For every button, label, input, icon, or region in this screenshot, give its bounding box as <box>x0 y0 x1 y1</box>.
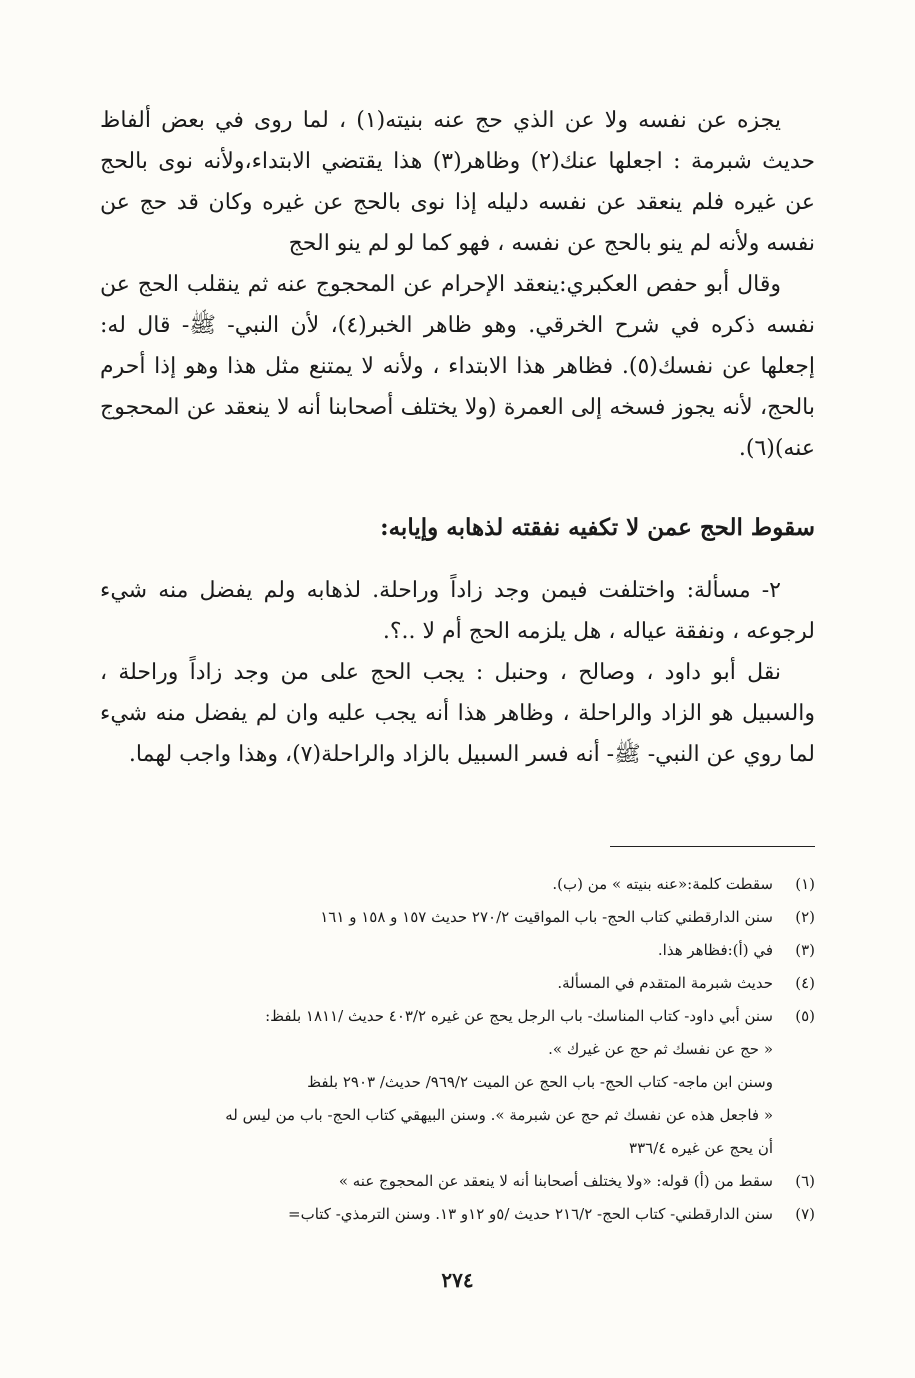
footnote-text: سنن الدارقطني كتاب الحج- باب المواقيت ٢٧٠/٢ حديث ١٥٧ و ١٥٨ و ١٦١ <box>320 908 773 926</box>
footnote-1 <box>100 868 815 901</box>
footnote-6 <box>100 1165 815 1198</box>
footnote-7 <box>100 1198 815 1231</box>
footnote-divider <box>610 846 815 847</box>
footnote-number: (٤) <box>795 974 815 992</box>
footnote-number: (١) <box>795 875 815 893</box>
footnote-text: سقط من (أ) قوله: «ولا يختلف أصحابنا أنه لا ينعقد عن المحجوج عنه » <box>338 1172 773 1190</box>
footnote-number: (٢) <box>795 908 815 926</box>
paragraph-3: ٢- مسألة: واختلفت فيمن وجد زاداً وراحلة. لذهابه ولم يفضل منه شيء لرجوعه ، ونفقة عياله ، هل يلزمه الحج أم لا ..؟. <box>100 578 815 644</box>
footnote-4 <box>100 967 815 1000</box>
footnote-2 <box>100 901 815 934</box>
footnote-5-continuation: « فاجعل هذه عن نفسك ثم حج عن شبرمة ». وسنن البيهقي كتاب الحج- باب من ليس له <box>225 1106 773 1124</box>
footnote-number: (٧) <box>795 1205 815 1223</box>
section-heading: سقوط الحج عمن لا تكفيه نفقته لذهابه وإيابه: <box>380 514 815 541</box>
footnote-text: سقطت كلمة:«عنه بنيته » من (ب). <box>552 875 773 893</box>
paragraph-4: نقل أبو داود ، وصالح ، وحنبل : يجب الحج على من وجد زاداً وراحلة ، والسبيل هو الزاد والراحلة ، وظاهر هذا أنه يجب عليه وان لم يفضل منه شيء لما روي عن النبي- ﷺ- أنه فسر السبيل بالزاد والراحلة(٧)، وهذا واجب لهما. <box>100 660 815 767</box>
footnote-number: (٣) <box>795 941 815 959</box>
footnote-number: (٥) <box>795 1007 815 1025</box>
paragraph-1: يجزه عن نفسه ولا عن الذي حج عنه بنيته(١) ، لما روى في بعض ألفاظ حديث شبرمة : اجعلها عنك(٢) وظاهر(٣) هذا يقتضي الابتداء،ولأنه نوى بالحج عن غيره فلم ينعقد عن نفسه دليله إذا نوى بالحج عن غيره وكان قد حج عن نفسه ولأنه لم ينو بالحج عن نفسه ، فهو كما لو لم ينو الحج <box>100 108 815 256</box>
paragraph-2: وقال أبو حفص العكبري:ينعقد الإحرام عن المحجوج عنه ثم ينقلب الحج عن نفسه ذكره في شرح الخرقي. وهو ظاهر الخبر(٤)، لأن النبي- ﷺ- قال له: إجعلها عن نفسك(٥). فظاهر هذا الابتداء ، ولأنه لا يمتنع مثل هذا وهو إذا أحرم بالحج، لأنه يجوز فسخه إلى العمرة (ولا يختلف أصحابنا أنه لا ينعقد عن المحجوج عنه)(٦). <box>100 272 815 461</box>
footnote-text: سنن الدارقطني- كتاب الحج- ٢١٦/٢ حديث /٥و ١٢و ١٣. وسنن الترمذي- كتاب= <box>288 1205 773 1223</box>
footnote-text: في (أ):فظاهر هذا. <box>657 941 773 959</box>
page-number: ٢٧٤ <box>441 1268 474 1292</box>
footnote-5-continuation: أن يحج عن غيره ٣٣٦/٤ <box>629 1139 773 1157</box>
footnote-text: سنن أبي داود- كتاب المناسك- باب الرجل يحج عن غيره ٤٠٣/٢ حديث /١٨١١ بلفظ: <box>265 1007 773 1025</box>
footnote-5-continuation: « حج عن نفسك ثم حج عن غيرك ». <box>548 1040 773 1058</box>
footnote-text: حديث شبرمة المتقدم في المسألة. <box>557 974 773 992</box>
main-text-continued <box>100 570 815 775</box>
footnote-3 <box>100 934 815 967</box>
footnotes <box>100 868 815 1231</box>
footnote-5 <box>100 1000 815 1033</box>
main-text <box>100 100 815 469</box>
footnote-5-continuation: وسنن ابن ماجه- كتاب الحج- باب الحج عن الميت ٩٦٩/٢/ حديث/ ٢٩٠٣ بلفظ <box>307 1073 773 1091</box>
footnote-number: (٦) <box>795 1172 815 1190</box>
